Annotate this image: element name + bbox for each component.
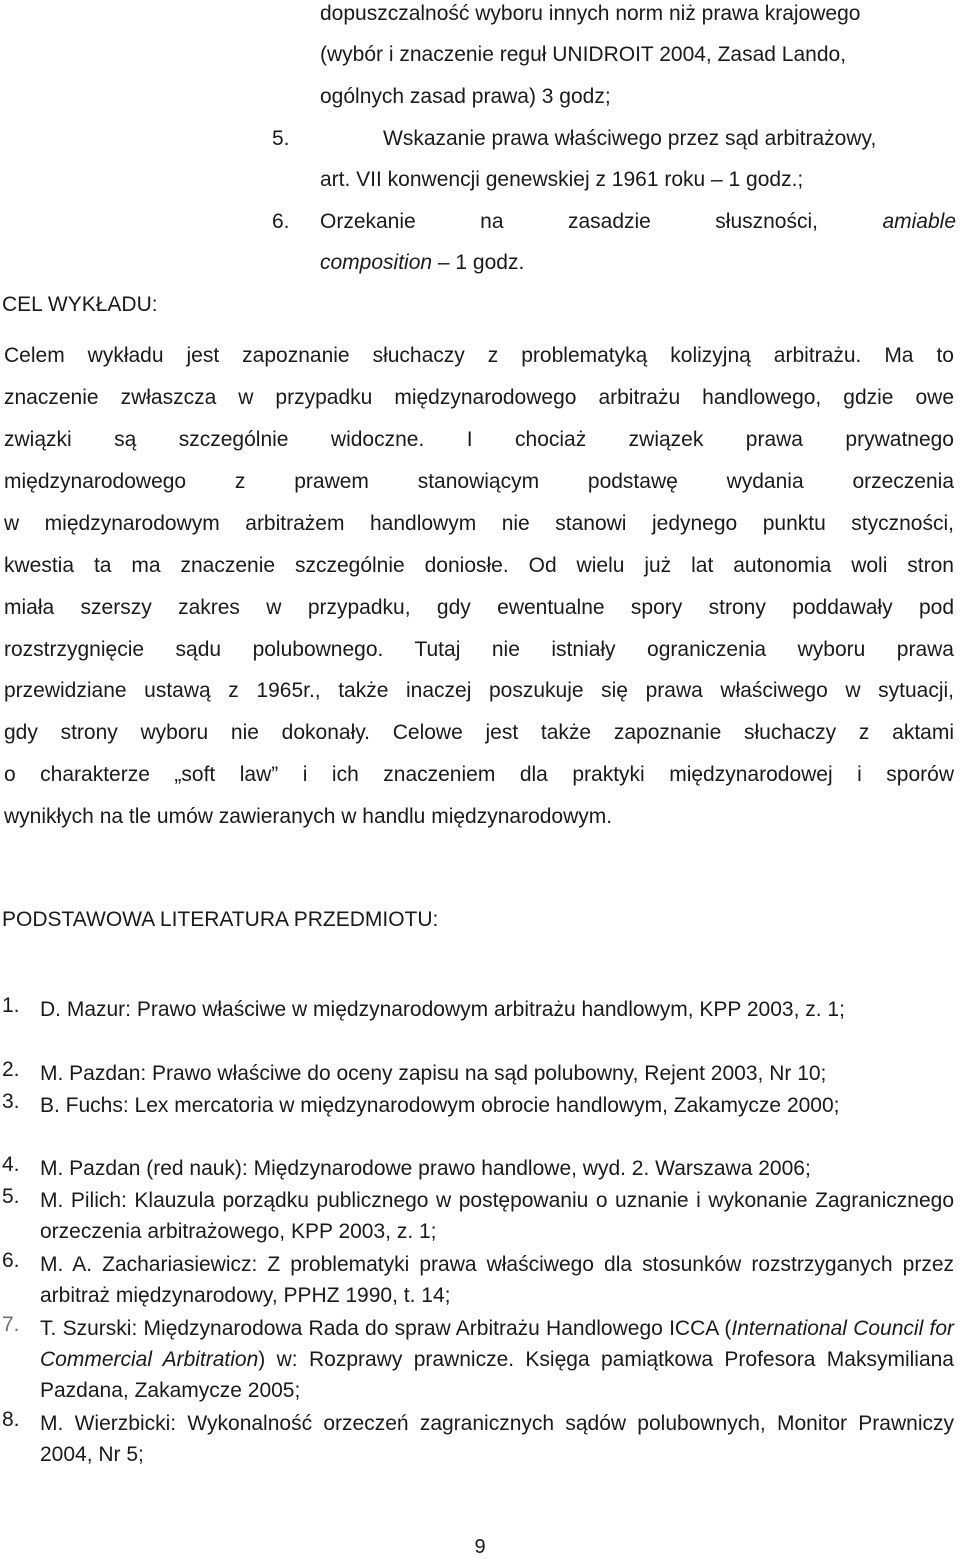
item4-line2: (wybór i znaczenie reguł UNIDROIT 2004, Zasad Lando, [320,43,847,66]
item4-line3: ogólnych zasad prawa) 3 godz; [320,85,611,108]
page-number: 9 [474,1536,486,1558]
lit-item7-part-a: T. Szurski: Międzynarodowa Rada do spraw Arbitrażu Handlowego ICCA ( [40,1317,732,1340]
lit-item-text: M. A. Zachariasiewicz: Z problematyki prawa właściwego dla stosunków rozstrzyganych przez arbitraż międzynarodowy, PPHZ 1990, t. 14; [40,1253,954,1307]
cel-line: miała szerszy zakres w przypadku, gdy ewentualne spory strony poddawały pod [4,596,954,619]
item6-line1-text: Orzekanie na zasadzie słuszności, [320,210,818,233]
item5-number: 5. [272,127,290,150]
cel-line: międzynarodowego z prawem stanowiącym podstawę wydania orzeczenia [4,470,954,493]
lit-item-text: M. Wierzbicki: Wykonalność orzeczeń zagranicznych sądów polubownych, Monitor Prawniczy 2004, Nr 5; [40,1412,954,1466]
lit-number: 5. [2,1185,20,1208]
lit-item-text: M. Pilich: Klauzula porządku publicznego w postępowaniu o uznanie i wykonanie Zagranicznego orzeczenia arbitrażowego, KPP 2003, z. 1; [40,1189,954,1243]
lit-item-text [40,1313,954,1406]
lit-item-text: M. Pazdan: Prawo właściwe do oceny zapisu na sąd polubowny, Rejent 2003, Nr 10; [40,1062,827,1085]
lit-number: 8. [2,1408,20,1431]
cel-line: wynikłych na tle umów zawieranych w handlu międzynarodowym. [4,805,613,828]
cel-line: rozstrzygnięcie sądu polubownego. Tutaj nie istniały ograniczenia wyboru prawa [4,638,954,661]
cel-line: związki są szczególnie widoczne. I chociaż związek prawa prywatnego [4,428,954,451]
lit-number: 2. [2,1058,20,1081]
lit-item-text: M. Pazdan (red nauk): Międzynarodowe prawo handlowe, wyd. 2. Warszawa 2006; [40,1157,811,1180]
lit-number: 4. [2,1153,20,1176]
item6-line2-italic: composition [320,251,433,274]
item6-line1 [320,210,956,234]
cel-line: przewidziane ustawą z 1965r., także inaczej poszukuje się prawa właściwego w sytuacji, [4,679,954,702]
item6-number: 6. [272,210,290,233]
lit-item7-part-b: ) w: Rozprawy prawnicze. Księga pamiątkowa Profesora Maksymiliana Pazdana, Zakamycze 2005; [40,1348,954,1402]
lit-number: 3. [2,1090,20,1113]
lit-item-text: B. Fuchs: Lex mercatoria w międzynarodowym obrocie handlowym, Zakamycze 2000; [40,1094,840,1117]
lit-item7-italic: International Council for Commercial Arbitration [40,1317,955,1371]
cel-heading: CEL WYKŁADU: [2,293,158,316]
lit-item-text: D. Mazur: Prawo właściwe w międzynarodowym arbitrażu handlowym, KPP 2003, z. 1; [40,998,845,1021]
cel-line: w międzynarodowym arbitrażem handlowym nie stanowi jedynego punktu styczności, [4,512,954,535]
literatura-heading: PODSTAWOWA LITERATURA PRZEDMIOTU: [2,908,439,931]
lit-number: 7. [2,1313,20,1336]
cel-line: Celem wykładu jest zapoznanie słuchaczy z problematyką kolizyjną arbitrażu. Ma to [4,344,954,367]
item5-line1: Wskazanie prawa właściwego przez sąd arbitrażowy, [383,127,877,150]
cel-line: gdy strony wyboru nie dokonały. Celowe jest także zapoznanie słuchaczy z aktami [4,721,954,744]
cel-line: kwestia ta ma znaczenie szczególnie doniosłe. Od wielu już lat autonomia woli stron [4,554,954,577]
cel-line: o charakterze „soft law” i ich znaczeniem dla praktyki międzynarodowej i sporów [4,763,954,786]
item6-line2 [320,251,524,275]
item6-line2-text: – 1 godz. [432,251,525,274]
item5-line2: art. VII konwencji genewskiej z 1961 roku – 1 godz.; [320,168,804,191]
lit-number: 1. [2,994,20,1017]
item6-line1-italic: amiable [882,210,956,233]
lit-number: 6. [2,1249,20,1272]
cel-line: znaczenie zwłaszcza w przypadku międzynarodowego arbitrażu handlowego, gdzie owe [4,386,954,409]
item4-line1: dopuszczalność wyboru innych norm niż prawa krajowego [320,2,861,25]
